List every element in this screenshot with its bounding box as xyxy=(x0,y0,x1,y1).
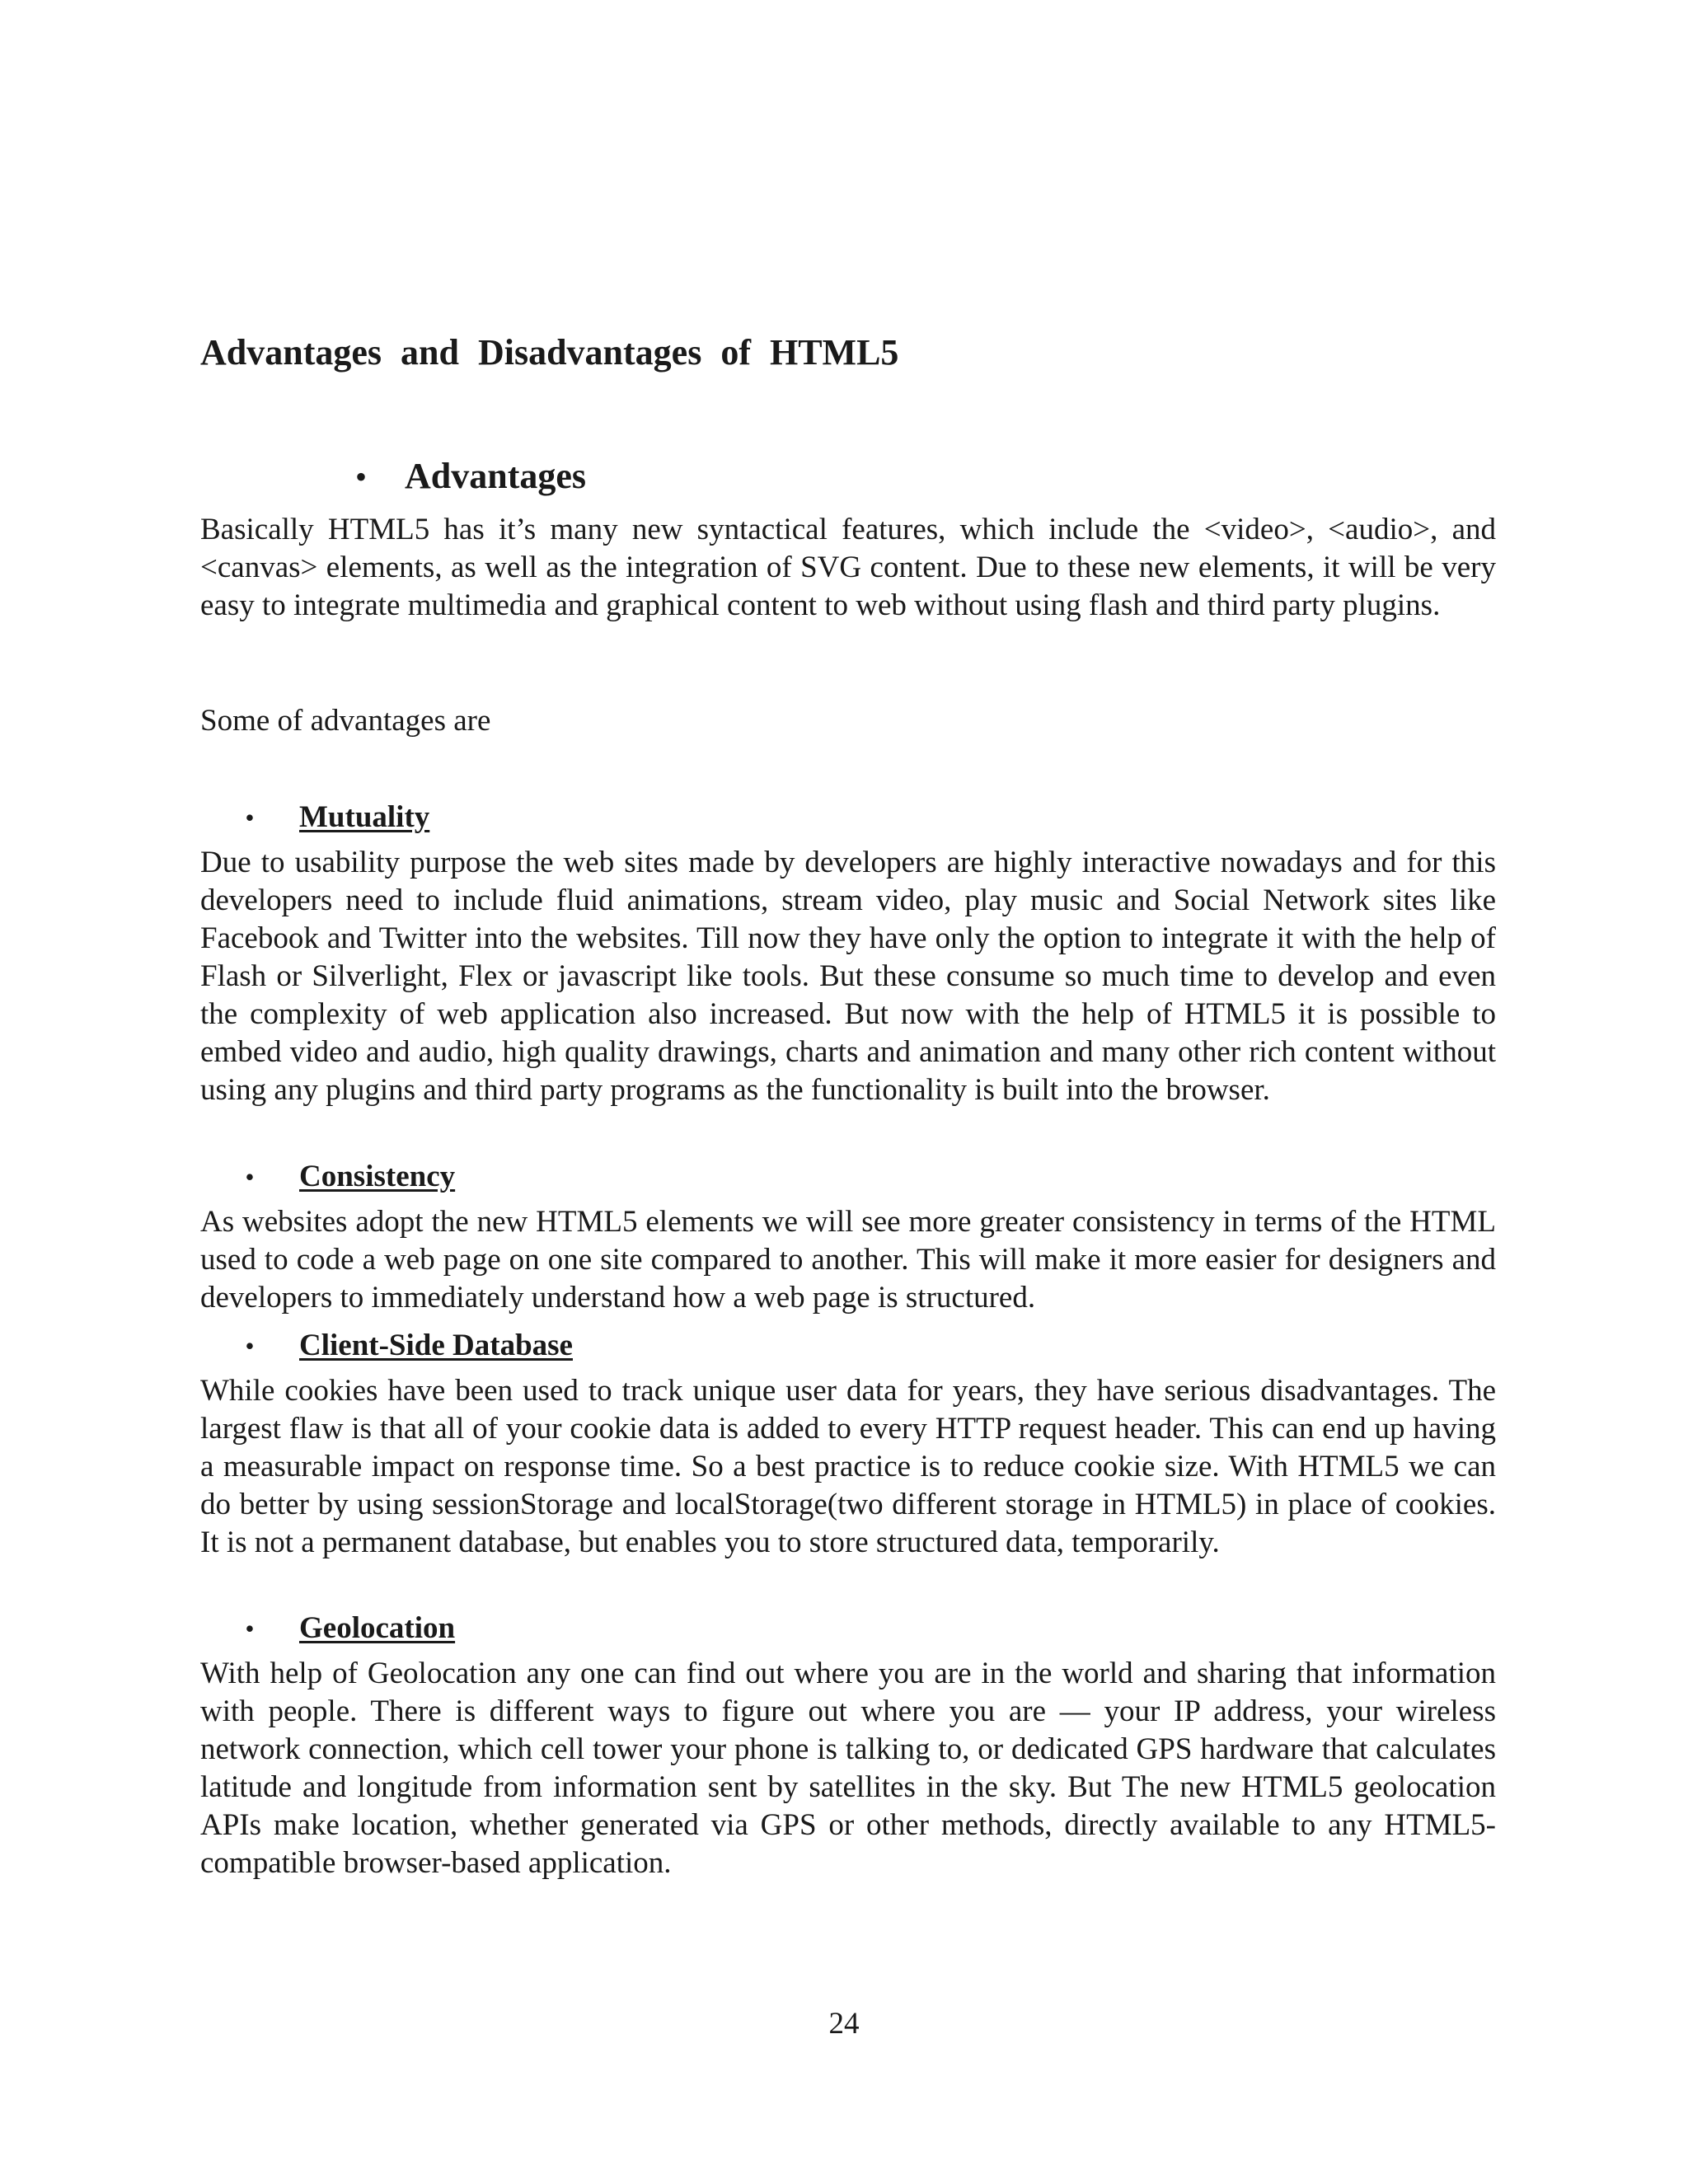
item-body-geolocation: With help of Geolocation any one can find out where you are in the world and sharing that information with people. There is different ways to figure out where you are — your IP address, your wireless network connection, which cell tower your phone is talking to, or dedicated GPS hardware that calculates latitude and longitude from information sent by satellites in the sky. But The new HTML5 geolocation APIs make location, whether generated via GPS or other methods, directly available to any HTML5-compatible browser-based application. xyxy=(200,1657,1496,1880)
page-title: Advantages and Disadvantages of HTML5 xyxy=(200,332,899,373)
item-body-client-side-database: While cookies have been used to track unique user data for years, they have serious disadvantages. The largest flaw is that all of your cookie data is added to every HTTP request header. This can end up having a measurable impact on response time. So a best practice is to reduce cookie size. With HTML5 we can do better by using sessionStorage and localStorage(two different storage in HTML5) in place of cookies. It is not a permanent database, but enables you to store structured data, temporarily. xyxy=(200,1374,1496,1559)
item-heading-label: Client-Side Database xyxy=(299,1329,573,1362)
section-heading-advantages xyxy=(356,455,586,497)
item-body-consistency: As websites adopt the new HTML5 elements we will see more greater consistency in terms of the HTML used to code a web page on one site compared to another. This will make it more easier for designers and developers to immediately understand how a web page is structured. xyxy=(200,1205,1496,1315)
bullet-icon: • xyxy=(245,1162,255,1192)
lead-in-text: Some of advantages are xyxy=(200,704,491,738)
item-heading-label: Geolocation xyxy=(299,1611,456,1645)
bullet-icon: • xyxy=(245,803,255,832)
page-number: 24 xyxy=(828,2007,860,2041)
bullet-icon: • xyxy=(245,1331,255,1361)
item-heading-geolocation xyxy=(200,1610,1496,1647)
bullet-icon: • xyxy=(245,1614,255,1643)
item-heading-label: Mutuality xyxy=(299,800,430,834)
intro-paragraph: Basically HTML5 has it’s many new syntactical features, which include the <video>, <audio>, and <canvas> elements, as well as the integration of SVG content. Due to these new elements, it will be very easy to integrate multimedia and graphical content to web without using flash and third party plugins. xyxy=(200,513,1496,622)
item-heading-consistency xyxy=(200,1158,1496,1196)
item-heading-client-side-database xyxy=(200,1327,1496,1365)
item-heading-label: Consistency xyxy=(299,1160,456,1193)
item-body-mutuality: Due to usability purpose the web sites made by developers are highly interactive nowadays and for this developers need to include fluid animations, stream video, play music and Social Network sites like Facebook and Twitter into the websites. Till now they have only the option to integrate it with the help of Flash or Silverlight, Flex or javascript like tools. But these consume so much time to develop and even the complexity of web application also increased. But now with the help of HTML5 it is possible to embed video and audio, high quality drawings, charts and animation and many other rich content without using any plugins and third party programs as the functionality is built into the browser. xyxy=(200,846,1496,1107)
item-heading-mutuality xyxy=(200,799,1496,837)
bullet-icon: • xyxy=(355,458,368,495)
section-heading-label: Advantages xyxy=(405,456,587,496)
